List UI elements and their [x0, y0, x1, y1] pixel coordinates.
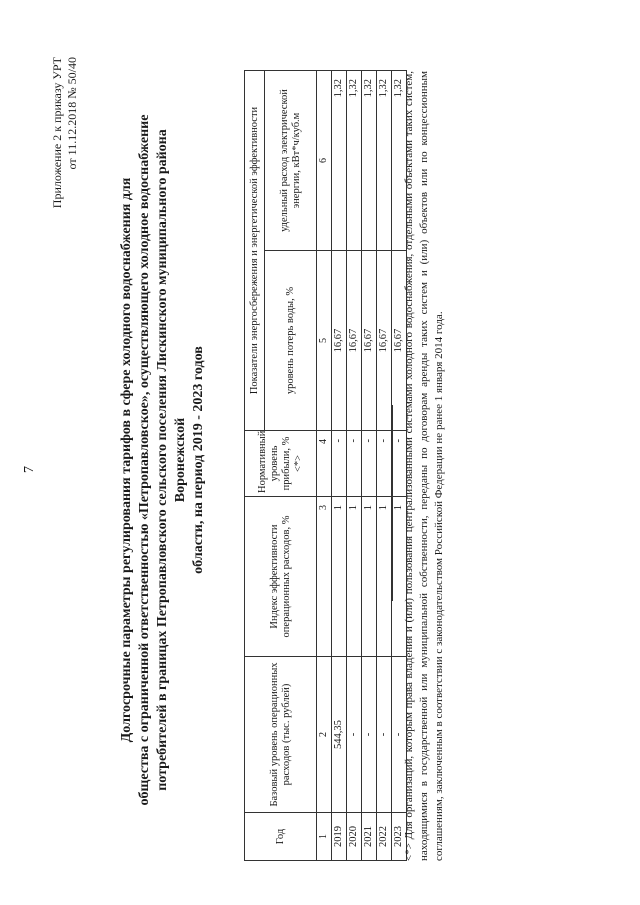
cell-base: 544,35	[332, 657, 347, 813]
parameters-table	[244, 70, 407, 861]
index-cell: 3	[317, 497, 332, 657]
header-indicators-group: Показатели энергосбережения и энергетической эффективности	[245, 70, 265, 430]
cell-electricity: 1,32	[362, 70, 377, 250]
header-electricity-consumption: удельный расход электрической энергии, кВт*ч/куб.м	[265, 70, 317, 250]
header-efficiency-index: Индекс эффективности операционных расходов, %	[245, 497, 317, 657]
cell-year: 2022	[377, 813, 392, 861]
cell-losses: 16,67	[347, 251, 362, 431]
cell-year: 2020	[347, 813, 362, 861]
appendix-reference	[50, 57, 80, 217]
index-cell: 4	[317, 431, 332, 497]
index-cell: 6	[317, 70, 332, 250]
header-base-level: Базовый уровень операционных расходов (тыс. рублей)	[245, 657, 317, 813]
index-cell: 5	[317, 251, 332, 431]
footnote-separator	[392, 405, 393, 601]
appendix-line-2: от 11.12.2018 № 50/40	[65, 57, 79, 170]
cell-electricity: 1,32	[392, 70, 407, 250]
title-line-1: Долгосрочные параметры регулирования тарифов в сфере холодного водоснабжения для	[119, 177, 134, 743]
page-number: 7	[22, 466, 37, 473]
cell-electricity: 1,32	[332, 70, 347, 250]
cell-efficiency: 1	[347, 497, 362, 657]
cell-profit: -	[377, 431, 392, 497]
cell-profit: -	[347, 431, 362, 497]
header-normative-profit: Нормативный уровень прибыли, % <*>	[245, 431, 317, 497]
cell-losses: 16,67	[332, 251, 347, 431]
cell-losses: 16,67	[362, 251, 377, 431]
title-line-4: области, на период 2019 - 2023 годов	[191, 346, 206, 574]
index-row	[317, 70, 332, 860]
cell-base: -	[392, 657, 407, 813]
table-body	[317, 70, 407, 860]
document-title	[118, 105, 208, 815]
cell-base: -	[362, 657, 377, 813]
cell-efficiency: 1	[332, 497, 347, 657]
footnote: <*> Для организаций, которым права владения и (или) пользования централизованными системами холодного водоснабжения, отдельными объектами таких систем, находящимися в государственной или муниципальной собственности, переданы по договорам аренды таких систем и (или) объектов или по концессионным соглашениям, заключенным в соответствии с законодательством Российской Федерации не ранее 1 января 2014 года.	[403, 71, 445, 861]
cell-electricity: 1,32	[377, 70, 392, 250]
cell-efficiency: 1	[377, 497, 392, 657]
index-cell: 1	[317, 813, 332, 861]
header-year: Год	[245, 813, 317, 861]
title-line-2: общества с ограниченной ответственностью «Петропавловское», осуществляющего холодное водоснабжение	[137, 114, 152, 806]
index-cell: 2	[317, 657, 332, 813]
header-water-losses: уровень потерь воды, %	[265, 251, 317, 431]
table-row	[377, 70, 392, 860]
table-row	[347, 70, 362, 860]
cell-electricity: 1,32	[347, 70, 362, 250]
table-row	[362, 70, 377, 860]
cell-profit: -	[362, 431, 377, 497]
cell-base: -	[377, 657, 392, 813]
cell-profit: -	[392, 431, 407, 497]
cell-year: 2019	[332, 813, 347, 861]
appendix-line-1: Приложение 2 к приказу УРТ	[50, 57, 64, 209]
cell-year: 2021	[362, 813, 377, 861]
cell-profit: -	[332, 431, 347, 497]
cell-losses: 16,67	[377, 251, 392, 431]
cell-losses: 16,67	[392, 251, 407, 431]
cell-base: -	[347, 657, 362, 813]
cell-efficiency: 1	[362, 497, 377, 657]
table-row	[332, 70, 347, 860]
cell-efficiency: 1	[392, 497, 407, 657]
cell-year: 2023	[392, 813, 407, 861]
title-line-3: потребителей в границах Петропавловского сельского поселения Лискинского муниципального района Воронежской	[155, 129, 188, 791]
